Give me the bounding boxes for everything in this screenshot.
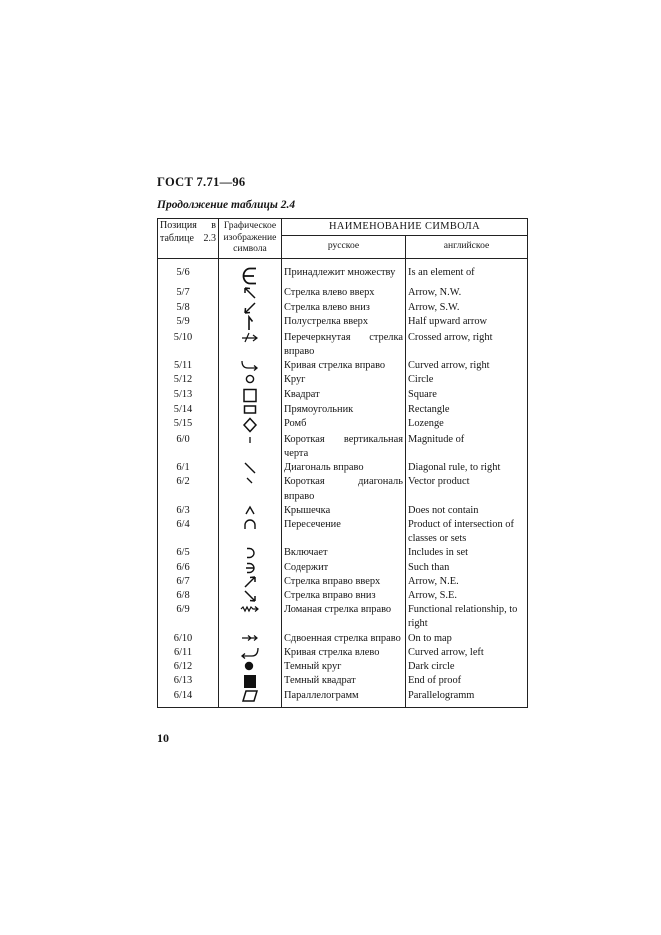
- header-position: Позиция в таблице 2.3: [158, 219, 219, 259]
- row-english-name: Product of intersection of classes or sets: [406, 518, 528, 546]
- header-symbol-name: НАИМЕНОВАНИЕ СИМВОЛА: [282, 219, 528, 236]
- table-row: [158, 403, 528, 417]
- arrow-se-icon: [219, 589, 282, 603]
- crossed-arrow-icon: [219, 331, 282, 359]
- arrow-ne-icon: [219, 575, 282, 589]
- table-row: [158, 589, 528, 603]
- dark-circle-icon: [219, 660, 282, 674]
- row-english-name: Square: [406, 388, 528, 403]
- row-russian-name: Параллелограмм: [282, 689, 406, 708]
- row-position: 6/10: [158, 632, 219, 646]
- table-row: [158, 504, 528, 518]
- short-vertical-bar-icon: [219, 433, 282, 461]
- row-english-name: Circle: [406, 373, 528, 387]
- table-row: [158, 632, 528, 646]
- row-english-name: Arrow, N.E.: [406, 575, 528, 589]
- row-russian-name: Круг: [282, 373, 406, 387]
- parallelogram-icon: [219, 689, 282, 708]
- row-russian-name: Стрелка вправо вверх: [282, 575, 406, 589]
- intersection-icon: [219, 518, 282, 546]
- table-row: [158, 689, 528, 708]
- row-english-name: Crossed arrow, right: [406, 331, 528, 359]
- row-english-name: Dark circle: [406, 660, 528, 674]
- row-russian-name: Диагональ вправо: [282, 461, 406, 475]
- row-english-name: Curved arrow, right: [406, 359, 528, 373]
- row-russian-name: Сдвоенная стрелка вправо: [282, 632, 406, 646]
- table-row: [158, 286, 528, 300]
- table-row: [158, 433, 528, 461]
- row-english-name: End of proof: [406, 674, 528, 689]
- row-position: 6/6: [158, 561, 219, 575]
- row-position: 6/1: [158, 461, 219, 475]
- document-title: ГОСТ 7.71—96: [157, 175, 246, 189]
- element-of-icon: [219, 259, 282, 287]
- row-position: 6/5: [158, 546, 219, 560]
- header-russian: русское: [282, 236, 406, 259]
- row-position: 6/13: [158, 674, 219, 689]
- row-english-name: Lozenge: [406, 417, 528, 433]
- row-russian-name: Кривая стрелка влево: [282, 646, 406, 660]
- table-row: [158, 373, 528, 387]
- symbols-table: [157, 218, 528, 708]
- row-russian-name: Квадрат: [282, 388, 406, 403]
- rectangle-icon: [219, 403, 282, 417]
- arrow-nw-icon: [219, 286, 282, 300]
- table-row: [158, 331, 528, 359]
- table-row: [158, 259, 528, 287]
- circle-icon: [219, 373, 282, 387]
- row-english-name: Does not contain: [406, 504, 528, 518]
- row-position: 5/6: [158, 259, 219, 287]
- double-arrow-icon: [219, 632, 282, 646]
- row-russian-name: Короткая диагональ вправо: [282, 475, 406, 503]
- diagonal-right-icon: [219, 461, 282, 475]
- table-row: [158, 417, 528, 433]
- caret-icon: [219, 504, 282, 518]
- table-row: [158, 475, 528, 503]
- row-english-name: Diagonal rule, to right: [406, 461, 528, 475]
- table-row: [158, 646, 528, 660]
- row-russian-name: Прямоугольник: [282, 403, 406, 417]
- row-english-name: Half upward arrow: [406, 315, 528, 331]
- row-english-name: Vector product: [406, 475, 528, 503]
- half-upward-arrow-icon: [219, 315, 282, 331]
- curved-arrow-right-icon: [219, 359, 282, 373]
- row-position: 6/0: [158, 433, 219, 461]
- row-russian-name: Короткая вертикальная черта: [282, 433, 406, 461]
- header-graphic: Графическое изображение символа: [219, 219, 282, 259]
- row-russian-name: Крышечка: [282, 504, 406, 518]
- row-russian-name: Включает: [282, 546, 406, 560]
- row-position: 6/7: [158, 575, 219, 589]
- contains-icon: [219, 561, 282, 575]
- row-russian-name: Стрелка влево вверх: [282, 286, 406, 300]
- row-english-name: Magnitude of: [406, 433, 528, 461]
- row-russian-name: Содержит: [282, 561, 406, 575]
- row-position: 6/8: [158, 589, 219, 603]
- row-position: 5/12: [158, 373, 219, 387]
- table-row: [158, 315, 528, 331]
- row-english-name: Includes in set: [406, 546, 528, 560]
- lozenge-icon: [219, 417, 282, 433]
- page-number: 10: [157, 731, 169, 745]
- table-row: [158, 575, 528, 589]
- row-english-name: Parallelogramm: [406, 689, 528, 708]
- row-position: 5/7: [158, 286, 219, 300]
- row-position: 5/14: [158, 403, 219, 417]
- square-icon: [219, 388, 282, 403]
- table-row: [158, 561, 528, 575]
- row-position: 5/11: [158, 359, 219, 373]
- includes-icon: [219, 546, 282, 560]
- table-row: [158, 301, 528, 315]
- table-row: [158, 461, 528, 475]
- row-russian-name: Пересечение: [282, 518, 406, 546]
- row-russian-name: Принадлежит множеству: [282, 259, 406, 287]
- table-row: [158, 674, 528, 689]
- table-row: [158, 359, 528, 373]
- row-position: 5/9: [158, 315, 219, 331]
- row-english-name: Functional relationship, to right: [406, 603, 528, 631]
- row-russian-name: Ромб: [282, 417, 406, 433]
- row-russian-name: Стрелка вправо вниз: [282, 589, 406, 603]
- row-position: 6/9: [158, 603, 219, 631]
- dark-square-icon: [219, 674, 282, 689]
- row-russian-name: Полустрелка вверх: [282, 315, 406, 331]
- arrow-sw-icon: [219, 301, 282, 315]
- row-position: 6/14: [158, 689, 219, 708]
- row-russian-name: Стрелка влево вниз: [282, 301, 406, 315]
- row-russian-name: Ломаная стрелка вправо: [282, 603, 406, 631]
- row-english-name: Arrow, S.E.: [406, 589, 528, 603]
- row-english-name: Arrow, S.W.: [406, 301, 528, 315]
- row-english-name: Such than: [406, 561, 528, 575]
- row-english-name: Rectangle: [406, 403, 528, 417]
- row-english-name: Curved arrow, left: [406, 646, 528, 660]
- short-diagonal-right-icon: [219, 475, 282, 503]
- row-position: 6/4: [158, 518, 219, 546]
- row-position: 5/8: [158, 301, 219, 315]
- row-russian-name: Темный квадрат: [282, 674, 406, 689]
- row-english-name: On to map: [406, 632, 528, 646]
- row-position: 6/2: [158, 475, 219, 503]
- table-row: [158, 603, 528, 631]
- table-row: [158, 388, 528, 403]
- curved-arrow-left-icon: [219, 646, 282, 660]
- header-english: английское: [406, 236, 528, 259]
- table-row: [158, 546, 528, 560]
- row-position: 5/13: [158, 388, 219, 403]
- row-english-name: Is an element of: [406, 259, 528, 287]
- row-english-name: Arrow, N.W.: [406, 286, 528, 300]
- row-position: 6/11: [158, 646, 219, 660]
- row-position: 5/10: [158, 331, 219, 359]
- table-row: [158, 660, 528, 674]
- table-row: [158, 518, 528, 546]
- row-russian-name: Перечеркнутая стрелка вправо: [282, 331, 406, 359]
- row-position: 6/12: [158, 660, 219, 674]
- row-position: 5/15: [158, 417, 219, 433]
- table-continuation-caption: Продолжение таблицы 2.4: [157, 199, 296, 211]
- row-russian-name: Кривая стрелка вправо: [282, 359, 406, 373]
- row-position: 6/3: [158, 504, 219, 518]
- row-russian-name: Темный круг: [282, 660, 406, 674]
- wavy-arrow-icon: [219, 603, 282, 631]
